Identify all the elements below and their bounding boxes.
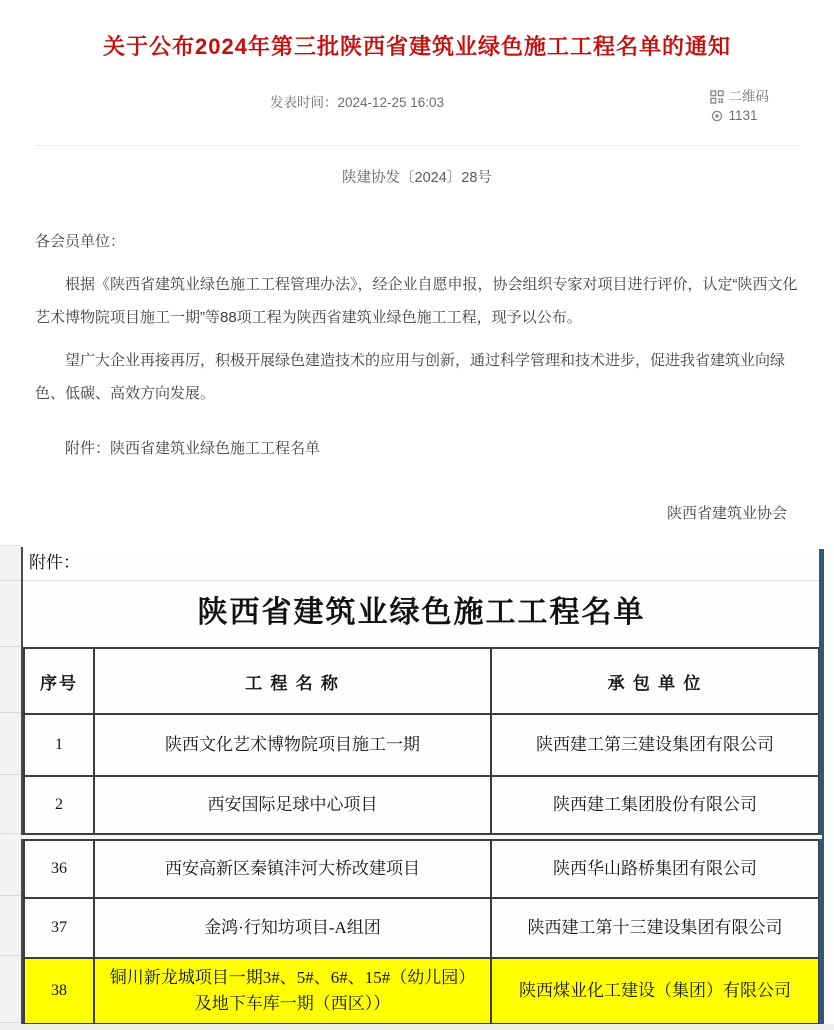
project-table-upper [23, 647, 820, 835]
table-header-row [24, 648, 819, 714]
view-count: 1131 [728, 108, 758, 123]
row-contractor: 陕西建工第三建设集团有限公司 [491, 714, 819, 776]
attachment-reference-line: 附件：陕西省建筑业绿色施工工程名单 [65, 440, 321, 457]
row-contractor: 陕西煤业化工建设（集团）有限公司 [491, 958, 819, 1024]
col-header-index: 序号 [24, 648, 94, 714]
screenshot-stitch-gap [2, 835, 822, 839]
attachment-label: 附件： [23, 547, 820, 581]
signer-name: 陕西省建筑业协会 [666, 505, 787, 522]
row-project: 铜川新龙城项目一期3#、5#、6#、15#（幼儿园）及地下车库一期（西区）） [94, 958, 491, 1024]
project-table-lower [23, 839, 820, 1025]
row-index: 38 [24, 958, 94, 1024]
row-project: 西安高新区秦镇沣河大桥改建项目 [94, 840, 491, 898]
body-paragraph-2: 望广大企业再接再厉，积极开展绿色建造技术的应用与创新，通过科学管理和技术进步，促进我省建筑业向绿色、低碳、高效方向发展。 [35, 352, 786, 402]
qrcode-label: 二维码 [728, 89, 769, 104]
notice-document [0, 30, 834, 545]
eye-icon [710, 110, 724, 122]
table-row [24, 776, 819, 834]
qrcode-item[interactable] [710, 87, 770, 106]
divider-line [35, 145, 799, 146]
qrcode-icon [710, 90, 724, 104]
row-contractor: 陕西建工第十三建设集团有限公司 [491, 898, 819, 958]
col-header-project: 工 程 名 称 [94, 648, 491, 714]
body-paragraph-1: 根据《陕西省建筑业绿色施工工程管理办法》，经企业自愿申报，协会组织专家对项目进行评价，认定“陕西文化艺术博物院项目施工一期”等88项工程为陕西省建筑业绿色施工工程，现予以公布。 [35, 276, 798, 326]
table-row [24, 714, 819, 776]
salutation: 各会员单位： [35, 233, 126, 250]
sheet-title: 陕西省建筑业绿色施工工程名单 [197, 596, 646, 629]
row-index: 2 [24, 776, 94, 834]
sheet-right-margin [824, 545, 834, 1030]
col-header-contractor: 承 包 单 位 [491, 648, 819, 714]
meta-right-block [710, 87, 770, 125]
row-project: 陕西文化艺术博物院项目施工一期 [94, 714, 491, 776]
row-project: 金鸿·行知坊项目-A组团 [94, 898, 491, 958]
row-project: 西安国际足球中心项目 [94, 776, 491, 834]
page-title: 关于公布2024年第三批陕西省建筑业绿色施工工程名单的通知 [103, 34, 731, 59]
table-row-highlighted [24, 958, 819, 1024]
sheet-bottom-edge [0, 1024, 834, 1030]
row-contractor: 陕西华山路桥集团有限公司 [491, 840, 819, 898]
row-index: 1 [24, 714, 94, 776]
meta-row [35, 87, 799, 129]
sheet-left-gutter [0, 545, 21, 1030]
sheet-content [21, 547, 820, 1025]
row-contractor: 陕西建工集团股份有限公司 [491, 776, 819, 834]
attachment-sheet-viewer [0, 545, 834, 1030]
sheet-scrollbar-edge[interactable] [819, 549, 824, 1028]
row-index: 36 [24, 840, 94, 898]
document-number: 陕建协发〔2024〕28号 [342, 170, 492, 186]
table-row [24, 840, 819, 898]
row-index: 37 [24, 898, 94, 958]
table-row [24, 898, 819, 958]
view-count-item [710, 106, 770, 125]
publish-time: 发表时间：2024-12-25 16:03 [269, 95, 445, 110]
